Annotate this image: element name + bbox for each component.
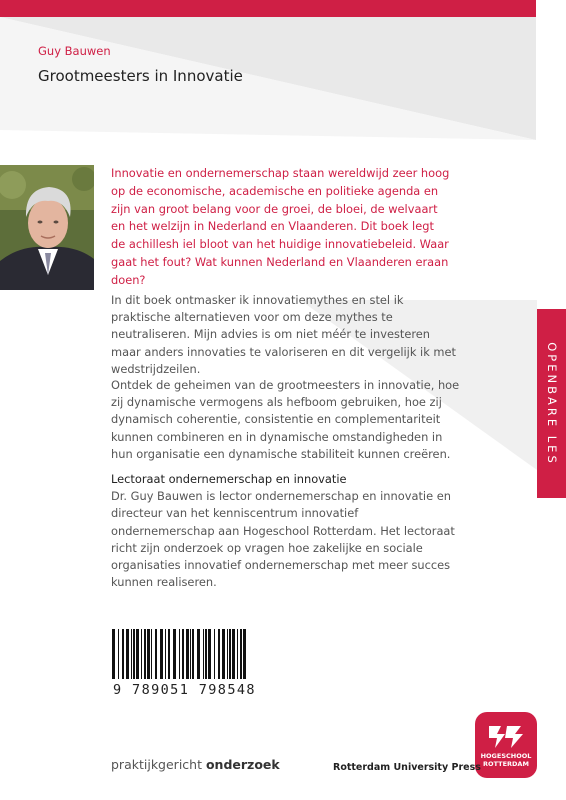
section-heading: Lectoraat ondernemerschap en innovatie xyxy=(111,472,347,486)
body-paragraph-3: Dr. Guy Bauwen is lector ondernemerschap en innovatie en directeur van het kenniscentrum innovatief ondernemerschap aan Hogeschool Rotterdam. Het lectoraat richt zijn onderzoek op vragen hoe zakelijke en sociale organisaties innovatief ondernemerschap met meer succes kunnen realiseren. xyxy=(111,489,455,590)
author-photo xyxy=(0,165,94,290)
publisher-name: Rotterdam University Press xyxy=(333,762,481,773)
author-name: Guy Bauwen xyxy=(38,44,111,58)
top-color-bar xyxy=(0,0,536,17)
side-tab xyxy=(537,309,566,498)
series-label-light: praktijkgericht xyxy=(111,757,206,772)
logo-line-1: HOGESCHOOL xyxy=(480,752,532,760)
isbn-number: 9 789051 798548 xyxy=(113,682,256,698)
barcode xyxy=(110,629,250,681)
hogeschool-rotterdam-logo xyxy=(475,712,537,778)
body-paragraph-1: In dit boek ontmasker ik innovatiemythes en stel ik praktische alternatieven voor om deze mythes te neutraliseren. Mijn advies is om niet méér te investeren maar anders innovaties te valoriseren en dit vergelijk ik met wedstrijdzeilen. xyxy=(111,293,457,376)
book-title: Grootmeesters in Innovatie xyxy=(38,67,243,85)
side-tab-label: OPENBARE LES xyxy=(544,341,559,466)
body-paragraph-2: Ontdek de geheimen van de grootmeesters in innovatie, hoe zij dynamische vermogens als hefboom gebruiken, hoe zij dynamisch coherentie, consistentie en complementariteit kunnen combineren en in dynamische omstandigheden in hun organisatie een dynamische stabiliteit kunnen creëren. xyxy=(111,378,460,461)
intro-text: Innovatie en ondernemerschap staan wereldwijd zeer hoog op de economische, academische en politieke agenda en zijn van groot belang voor de groei, de bloei, de welvaart en het welzijn in Nederland en Vlaanderen. Dit boek legt de achillesh iel bloot van het huidige innovatiebeleid. Waar gaat het fout? Wat kunnen Nederland en Vlaanderen eraan doen? xyxy=(111,166,450,287)
series-label-bold: onderzoek xyxy=(205,757,280,772)
logo-mark-icon xyxy=(475,718,537,754)
series-label xyxy=(111,757,280,772)
body-section-lectoraat xyxy=(111,471,461,591)
logo-line-2: ROTTERDAM xyxy=(483,760,529,768)
